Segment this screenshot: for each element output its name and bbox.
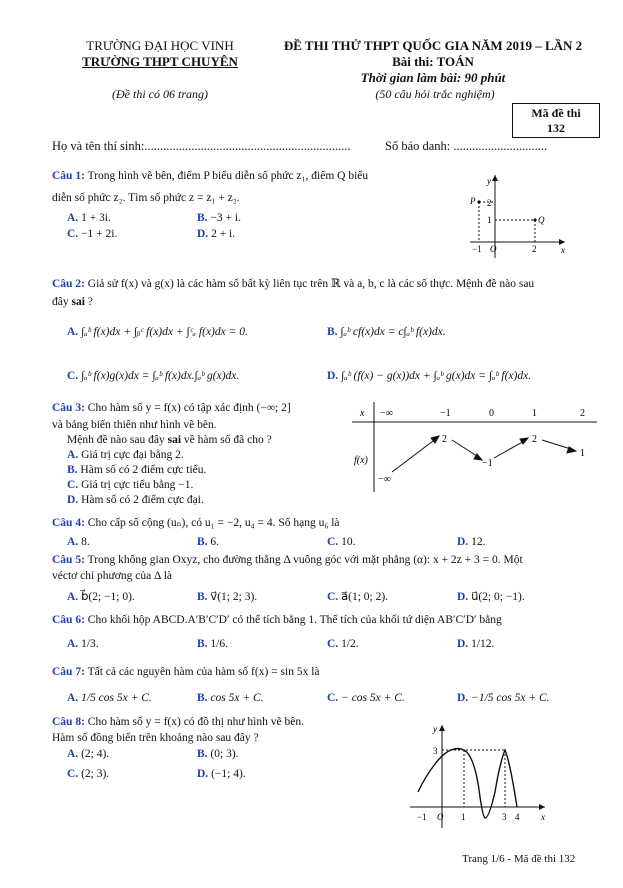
q8-option-c: C. (2; 3). [67, 768, 110, 780]
q3-option-a-text: Giá trị cực đại bằng 2. [81, 449, 184, 461]
q5-option-d-text: u⃗(2; 0; −1). [471, 591, 525, 603]
question-2 [52, 276, 534, 290]
q3-table-x-label: x [360, 408, 365, 419]
q3-table-x-4: 2 [580, 408, 585, 419]
q3-option-c-text: Giá trị cực tiểu bằng −1. [81, 479, 194, 491]
pages-note: (Đề thi có 06 trang) [112, 87, 208, 101]
candidate-name-field: Họ và tên thí sinh:.................................................................. [52, 139, 351, 153]
q8-option-a: A. (2; 4). [67, 748, 110, 760]
q2-option-b: B. ∫ₐᵇ cf(x)dx = c∫ₐᵇ f(x)dx. [327, 326, 446, 338]
exam-code-label: Mã đề thi [531, 106, 581, 120]
q3-option-d: D. Hàm số có 2 điểm cực đại. [67, 494, 204, 506]
q2-option-d: D. ∫ₐᵇ (f(x) − g(x))dx + ∫ₐᵇ g(x)dx = ∫ₐᵇ f(x)dx. [327, 370, 532, 382]
q1-option-c: C. −1 + 2i. [67, 228, 118, 240]
q3-table-x-2: 0 [489, 408, 494, 419]
q5-option-b: B. v⃗(1; 2; 3). [197, 591, 258, 603]
question-7 [52, 666, 320, 678]
q3-variation-table [352, 400, 602, 495]
q2-text-sai: sai [71, 296, 85, 308]
q8-origin: O [437, 812, 444, 822]
q8-option-b-text: (0; 3). [210, 748, 239, 760]
question-7-text: Tất cả các nguyên hàm của hàm số f(x) = sin 5x là [87, 666, 320, 678]
q6-option-c: C. 1/2. [327, 638, 359, 650]
question-5 [52, 554, 523, 566]
q1-option-c-text: −1 + 2i. [81, 228, 118, 240]
q6-option-b: B. 1/6. [197, 638, 228, 650]
q6-option-b-text: 1/6. [210, 638, 228, 650]
q5-option-b-text: v⃗(1; 2; 3). [210, 591, 258, 603]
question-1-text: Trong hình vẽ bên, điểm P biểu diễn số phức z₁, điểm Q biểu [87, 170, 369, 182]
q2-text-prefix: đây [52, 296, 72, 308]
q8-tick-minus1: −1 [417, 812, 427, 822]
q1-option-b-text: −3 + i. [210, 212, 241, 224]
exam-code-box [512, 103, 600, 138]
q8-option-c-text: (2; 3). [81, 768, 110, 780]
q1-option-a-text: 1 + 3i. [81, 212, 111, 224]
q1-option-d-text: 2 + i. [211, 228, 236, 240]
question-8-text: Cho hàm số y = f(x) có đồ thị như hình vẽ bên. [87, 716, 304, 728]
question-3-text-2: và bảng biến thiên như hình vẽ bên. [52, 419, 217, 431]
q1-tick-2x: 2 [532, 244, 537, 254]
q8-function-graph [405, 722, 555, 830]
question-3-text: Cho hàm số y = f(x) có tập xác định (−∞; 2] [87, 402, 291, 414]
page-footer: Trang 1/6 - Mã đề thi 132 [462, 853, 576, 865]
exam-title: ĐỀ THI THỬ THPT QUỐC GIA NĂM 2019 – LẦN 2 [283, 38, 583, 53]
q8-tick-4: 4 [515, 812, 520, 822]
q6-option-a: A. 1/3. [67, 638, 99, 650]
q8-tick-3y: 3 [433, 746, 438, 756]
q1-tick-minus1: −1 [472, 244, 482, 254]
q3-text-prefix: Mệnh đề nào sau đây [67, 434, 168, 446]
q6-option-a-text: 1/3. [81, 638, 99, 650]
q8-x-axis-label: x [541, 812, 545, 822]
q3-text-suffix: về hàm số đã cho ? [181, 434, 272, 446]
q4-option-c-text: 10. [341, 536, 356, 548]
q7-option-a-text: 1/5 cos 5x + C. [81, 692, 152, 704]
q1-option-a: A. 1 + 3i. [67, 212, 111, 224]
q3-table-x-0: −∞ [380, 408, 393, 419]
q7-option-d-text: −1/5 cos 5x + C. [471, 692, 550, 704]
q3-option-d-text: Hàm số có 2 điểm cực đại. [81, 494, 204, 506]
candidate-id-field: Số báo danh: .............................. [385, 139, 548, 153]
question-4-label: Câu 4: [52, 517, 85, 529]
q2-option-b-text: ∫ₐᵇ cf(x)dx = c∫ₐᵇ f(x)dx. [340, 326, 446, 338]
question-8 [52, 716, 304, 728]
q3-table-x-3: 1 [532, 408, 537, 419]
q8-tick-3x: 3 [502, 812, 507, 822]
q7-option-d: D. −1/5 cos 5x + C. [457, 692, 550, 704]
q8-option-d-text: (−1; 4). [211, 768, 246, 780]
q6-option-c-text: 1/2. [341, 638, 359, 650]
q5-option-c-text: a⃗(1; 0; 2). [341, 591, 389, 603]
q3-option-a: A. Giá trị cực đại bằng 2. [67, 449, 184, 461]
question-4-text: Cho cấp số cộng (uₙ), có u₁ = −2, u₄ = 4. Số hạng u₆ là [87, 517, 340, 529]
q8-option-d: D. (−1; 4). [197, 768, 246, 780]
q2-option-c: C. ∫ₐᵇ f(x)g(x)dx = ∫ₐᵇ f(x)dx.∫ₐᵇ g(x)dx. [67, 370, 240, 382]
question-2-text: Giả sử f(x) và g(x) là các hàm số bất kỳ liên tục trên ℝ và a, b, c là các số thực. Mệnh đề nào sau [87, 278, 535, 290]
question-3-text-3 [67, 434, 272, 446]
question-1-text-2: diễn số phức z₂. Tìm số phức z = z₁ + z₂. [52, 192, 240, 204]
q7-option-c-text: − cos 5x + C. [341, 692, 405, 704]
q3-table-fx-label: f(x) [354, 455, 368, 466]
question-3-label: Câu 3: [52, 402, 85, 414]
q3-table-val-2b: 2 [532, 434, 537, 445]
question-5-text-2: véctơ chỉ phương của Δ là [52, 570, 172, 582]
q2-option-d-text: ∫ₐᵇ (f(x) − g(x))dx + ∫ₐᵇ g(x)dx = ∫ₐᵇ f(x)dx. [341, 370, 532, 382]
q8-option-b: B. (0; 3). [197, 748, 239, 760]
q4-option-a: A. 8. [67, 536, 90, 548]
q6-option-d: D. 1/12. [457, 638, 495, 650]
q1-tick-1y: 1 [487, 215, 492, 225]
q1-point-q: Q [538, 215, 545, 225]
question-5-label: Câu 5: [52, 554, 85, 566]
q4-option-c: C. 10. [327, 536, 356, 548]
question-8-text-2: Hàm số đồng biến trên khoảng nào sau đây ? [52, 732, 259, 744]
question-3 [52, 402, 291, 414]
q4-option-b-text: 6. [210, 536, 220, 548]
q1-y-axis-label: y [487, 176, 491, 186]
question-1-label: Câu 1: [52, 170, 85, 182]
exam-duration: Thời gian làm bài: 90 phút [360, 70, 506, 85]
q7-option-c: C. − cos 5x + C. [327, 692, 405, 704]
q7-option-a: A. 1/5 cos 5x + C. [67, 692, 152, 704]
q1-option-b: B. −3 + i. [197, 212, 241, 224]
question-1 [52, 170, 368, 182]
q4-option-a-text: 8. [81, 536, 90, 548]
q1-origin: O [490, 244, 497, 254]
q7-option-b: B. cos 5x + C. [197, 692, 264, 704]
q3-text-sai: sai [167, 434, 182, 446]
q1-point-p: P [470, 196, 476, 206]
q1-x-axis-label: x [561, 245, 565, 255]
q4-option-d: D. 12. [457, 536, 486, 548]
question-2-text-2 [52, 296, 93, 308]
q1-complex-plane-graph [465, 170, 575, 260]
question-count: (50 câu hỏi trắc nghiệm) [375, 87, 495, 101]
question-7-label: Câu 7: [52, 666, 85, 678]
q7-option-b-text: cos 5x + C. [210, 692, 264, 704]
q3-option-b: B. Hàm số có 2 điểm cực tiểu. [67, 464, 207, 476]
q5-option-a: A. b⃗(2; −1; 0). [67, 591, 135, 603]
question-6-text: Cho khối hộp ABCD.A′B′C′D′ có thể tích bằng 1. Thể tích của khối tứ diện AB′C′D′ bằng [87, 614, 502, 626]
q3-table-val-1: 1 [580, 448, 585, 459]
question-2-label: Câu 2: [52, 278, 85, 290]
q3-table-val-minus-inf: −∞ [378, 474, 391, 485]
school-name-1: TRƯỜNG ĐẠI HỌC VINH [86, 38, 234, 53]
q1-option-d: D. 2 + i. [197, 228, 236, 240]
question-6-label: Câu 6: [52, 614, 85, 626]
q3-option-b-text: Hàm số có 2 điểm cực tiểu. [80, 464, 207, 476]
exam-subject: Bài thi: TOÁN [392, 54, 474, 69]
school-name-2: TRƯỜNG THPT CHUYÊN [82, 54, 238, 69]
q8-y-axis-label: y [433, 724, 437, 734]
exam-code-value: 132 [547, 121, 565, 135]
q1-tick-2y: 2 [487, 198, 492, 208]
q5-option-c: C. a⃗(1; 0; 2). [327, 591, 389, 603]
q4-option-d-text: 12. [471, 536, 486, 548]
q6-option-d-text: 1/12. [471, 638, 495, 650]
q4-option-b: B. 6. [197, 536, 220, 548]
q2-option-c-text: ∫ₐᵇ f(x)g(x)dx = ∫ₐᵇ f(x)dx.∫ₐᵇ g(x)dx. [81, 370, 240, 382]
question-5-text: Trong không gian Oxyz, cho đường thẳng Δ vuông góc với mặt phẳng (α): x + 2z + 3 = 0. Một [87, 554, 523, 566]
q8-tick-1: 1 [461, 812, 466, 822]
q3-table-val-minus1: −1 [482, 458, 493, 469]
q2-option-a: A. ∫ₐᵇ f(x)dx + ∫ᵦᶜ f(x)dx + ∫ᶜₐ f(x)dx = 0. [67, 326, 248, 338]
q3-option-c: C. Giá trị cực tiểu bằng −1. [67, 479, 194, 491]
question-4 [52, 515, 340, 529]
q3-table-val-2a: 2 [442, 434, 447, 445]
q5-option-d: D. u⃗(2; 0; −1). [457, 591, 525, 603]
question-6 [52, 614, 502, 626]
question-8-label: Câu 8: [52, 716, 85, 728]
q3-table-x-1: −1 [440, 408, 451, 419]
q5-option-a-text: b⃗(2; −1; 0). [81, 591, 135, 603]
q8-option-a-text: (2; 4). [81, 748, 110, 760]
q2-text-suffix: ? [84, 296, 93, 308]
q2-option-a-text: ∫ₐᵇ f(x)dx + ∫ᵦᶜ f(x)dx + ∫ᶜₐ f(x)dx = 0. [81, 326, 248, 338]
